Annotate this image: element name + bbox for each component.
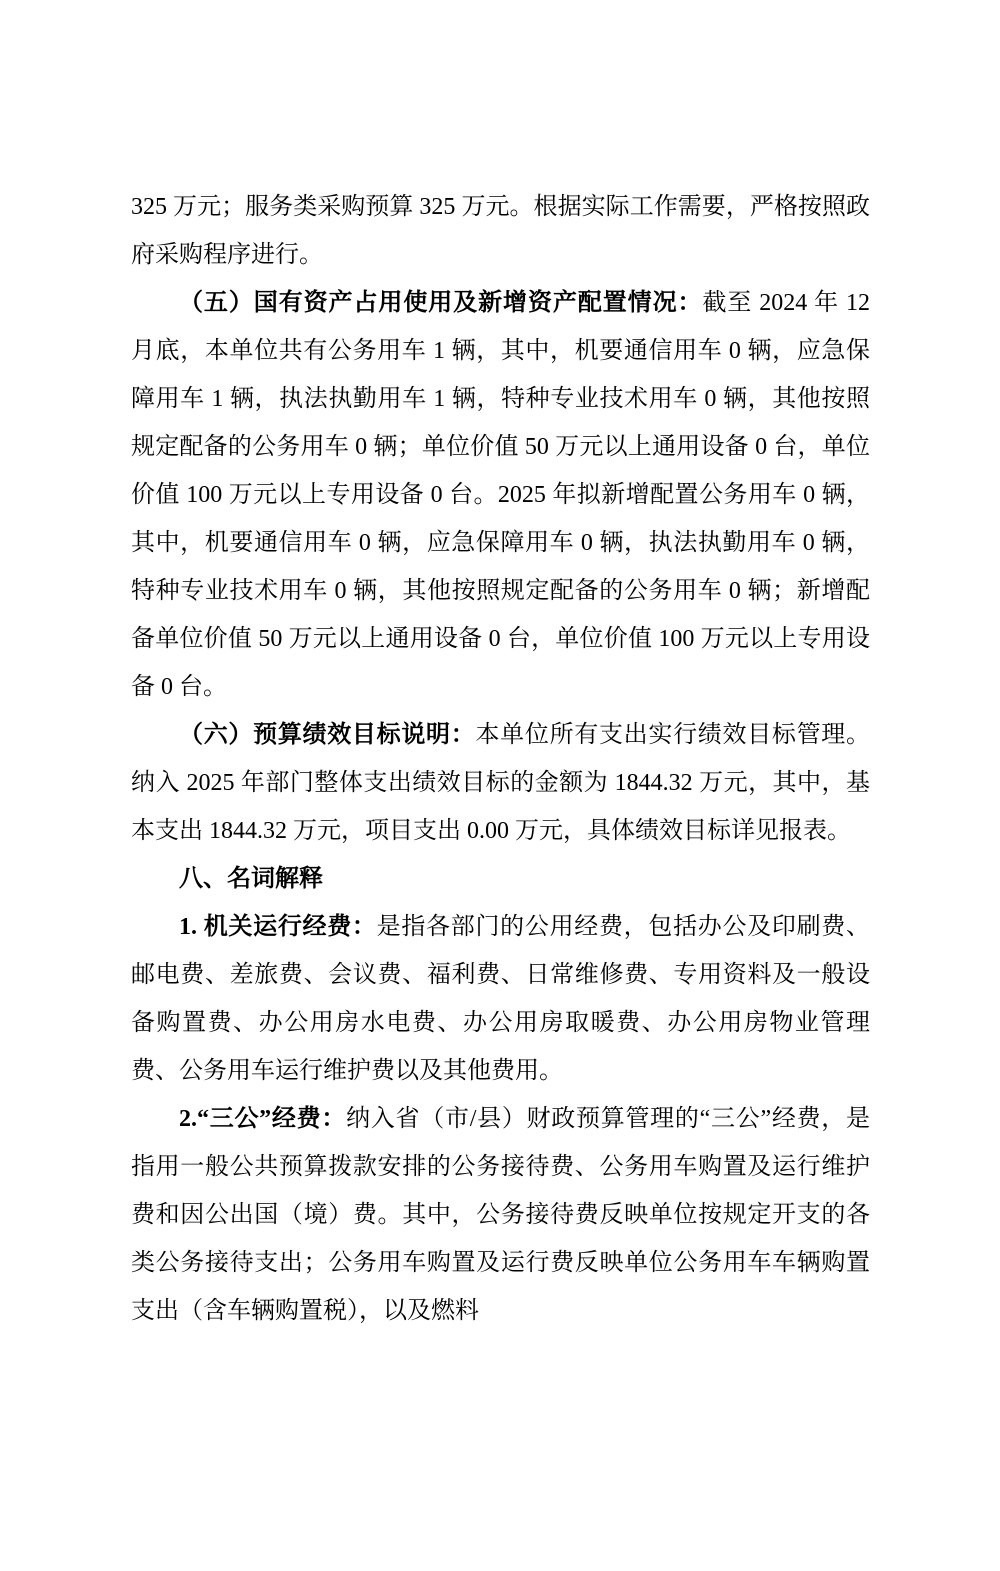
body-text: 325 万元；服务类采购预算 325 万元。根据实际工作需要，严格按照政府采购程序进行。 — [131, 194, 870, 268]
inline-heading-term-2: 2.“三公”经费： — [179, 1106, 347, 1132]
paragraph-procurement-continuation — [131, 183, 870, 279]
body-text: 本单位所有支出实行绩效目标管理。纳入 2025 年部门整体支出绩效目标的金额为 1844.32 万元，其中，基本支出 1844.32 万元，项目支出 0.00 万元，具体绩效目标详见报表。 — [131, 722, 871, 844]
body-text: 纳入省（市/县）财政预算管理的“三公”经费，是指用一般公共预算拨款安排的公务接待费、公务用车购置及运行维护费和因公出国（境）费。其中，公务接待费反映单位按规定开支的各类公务接待支出；公务用车购置及运行费反映单位公务用车车辆购置支出（含车辆购置税），以及燃料 — [131, 1106, 870, 1324]
paragraph-term-2-three-public-expenses — [131, 1095, 870, 1335]
inline-heading-section-5: （五）国有资产占用使用及新增资产配置情况： — [179, 290, 703, 316]
body-text: 是指各部门的公用经费，包括办公及印刷费、邮电费、差旅费、会议费、福利费、日常维修费、专用资料及一般设备购置费、办公用房水电费、办公用房取暖费、办公用房物业管理费、公务用车运行维护费以及其他费用。 — [131, 914, 871, 1084]
inline-heading-section-6: （六）预算绩效目标说明： — [179, 722, 476, 748]
inline-heading-term-1: 1. 机关运行经费： — [179, 914, 377, 940]
heading-text: 八、名词解释 — [179, 866, 323, 892]
paragraph-term-1-agency-operating-expenses — [131, 903, 870, 1095]
paragraph-section-5-state-assets — [131, 279, 870, 711]
body-text: 截至 2024 年 12 月底，本单位共有公务用车 1 辆，其中，机要通信用车 0 辆，应急保障用车 1 辆，执法执勤用车 1 辆，特种专业技术用车 0 辆，其他按照规定配备的公务用车 0 辆；单位价值 50 万元以上通用设备 0 台，单位价值 100 万元以上专用设备 0 台。2025 年拟新增配置公务用车 0 辆，其中，机要通信用车 0 辆，应急保障用车 0 辆，执法执勤用车 0 辆，特种专业技术用车 0 辆，其他按照规定配备的公务用车 0 辆；新增配备单位价值 50 万元以上通用设备 0 台，单位价值 100 万元以上专用设备 0 台。 — [131, 290, 871, 700]
paragraph-section-6-performance-goals — [131, 711, 870, 855]
heading-glossary — [131, 855, 870, 903]
